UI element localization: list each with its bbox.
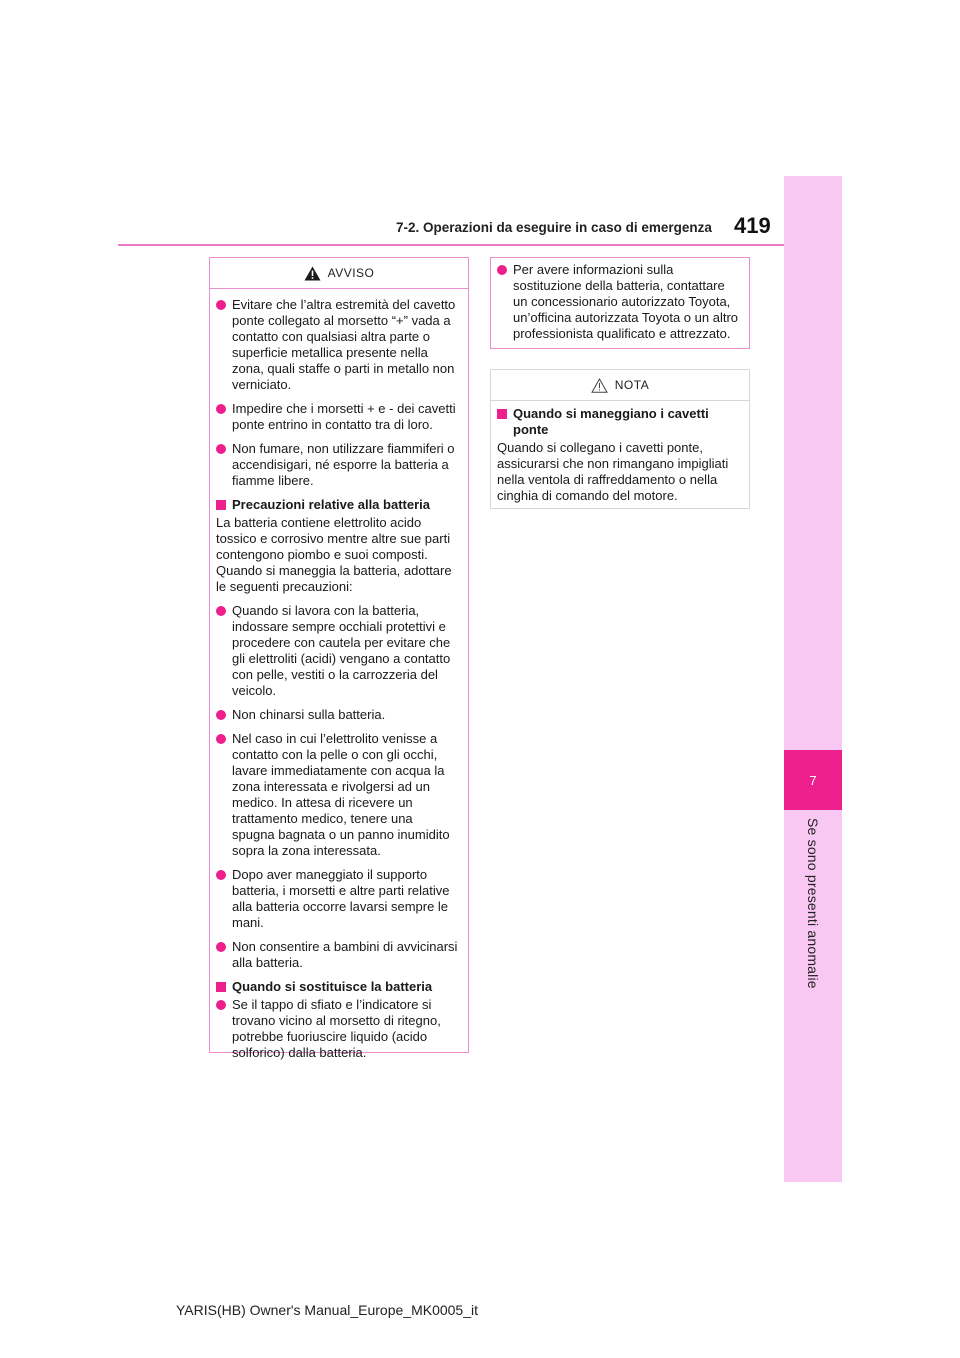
bullet-icon	[216, 300, 226, 310]
list-item: Non fumare, non utilizzare fiammiferi o accendisigari, né esporre la batteria a fiamme libere.	[216, 441, 458, 489]
list-item: Non chinarsi sulla batteria.	[216, 707, 458, 723]
notice-box	[490, 369, 750, 509]
bullet-icon	[216, 1000, 226, 1010]
chapter-title-vertical	[784, 818, 842, 998]
list-item: Impedire che i morsetti + e - dei cavetti ponte entrino in contatto tra di loro.	[216, 401, 458, 433]
subsection-heading: Precauzioni relative alla batteria	[216, 497, 458, 513]
manual-identifier: YARIS(HB) Owner's Manual_Europe_MK0005_it	[176, 1302, 478, 1318]
page-footer	[0, 1302, 960, 1318]
warning-continued-box	[490, 257, 750, 349]
list-item: Per avere informazioni sulla sostituzione della batteria, contattare un concessionario autorizzato Toyota, un’officina autorizzata Toyota o un altro professionista qualificato e attrezzato.	[497, 262, 739, 342]
bullet-icon	[216, 710, 226, 720]
warning-box-header	[210, 258, 468, 289]
subsection-heading: Quando si maneggiano i cavetti ponte	[497, 406, 739, 438]
subsection-heading: Quando si sostituisce la batteria	[216, 979, 458, 995]
page-number: 419	[734, 213, 771, 238]
header-divider	[118, 244, 784, 246]
bullet-icon	[216, 942, 226, 952]
list-item: Dopo aver maneggiato il supporto batteria, i morsetti e altre parti relative alla batteria occorre lavarsi sempre le mani.	[216, 867, 458, 931]
bullet-icon	[216, 404, 226, 414]
list-item: Evitare che l’altra estremità del cavetto ponte collegato al morsetto “+” vada a contatto con qualsiasi altra parte o superficie metallica presente nella zona, quali staffe o parti in metallo non verniciato.	[216, 297, 458, 393]
notice-box-header	[491, 370, 749, 401]
paragraph: La batteria contiene elettrolito acido tossico e corrosivo mentre altre sue parti contengono piombo e suoi composti. Quando si maneggia la batteria, adottare le seguenti precauzioni:	[216, 515, 452, 594]
list-item: Non consentire a bambini di avvicinarsi alla batteria.	[216, 939, 458, 971]
section-title: 7-2. Operazioni da eseguire in caso di emergenza	[396, 220, 712, 235]
bullet-icon	[216, 444, 226, 454]
square-bullet-icon	[216, 500, 226, 510]
chapter-number-badge	[784, 750, 842, 810]
bullet-icon	[216, 606, 226, 616]
notice-box-title: NOTA	[614, 378, 650, 392]
chapter-side-tab	[784, 176, 842, 1182]
warning-box-body	[210, 289, 468, 1077]
list-item: Se il tappo di sfiato e l’indicatore si trovano vicino al morsetto di ritegno, potrebbe fuoriuscire liquido (acido solforico) dalla batteria.	[216, 997, 458, 1061]
list-item: Quando si lavora con la batteria, indossare sempre occhiali protettivi e procedere con cautela per evitare che gli elettroliti (acidi) vengano a contatto con pelle, vestiti o la carrozzeria del veicolo.	[216, 603, 458, 699]
warning-box	[209, 257, 469, 1060]
notice-triangle-icon	[591, 378, 608, 393]
warning-triangle-icon	[304, 266, 321, 281]
notice-box-body	[491, 401, 749, 520]
list-item: Nel caso in cui l’elettrolito venisse a contatto con la pelle o con gli occhi, lavare immediatamente con acqua la zona interessata e rivolgersi ad un medico. In attesa di ricevere un trattamento medico, tenere una spugna bagnata o un panno inumidito sopra la zona interessata.	[216, 731, 458, 859]
square-bullet-icon	[497, 409, 507, 419]
bullet-icon	[497, 265, 507, 275]
warning-box-title: AVVISO	[327, 266, 375, 280]
paragraph: Quando si collegano i cavetti ponte, assicurarsi che non rimangano impigliati nella ventola di raffreddamento o nella cinghia di comando del motore.	[497, 440, 729, 503]
square-bullet-icon	[216, 982, 226, 992]
chapter-number: 7	[809, 772, 817, 788]
bullet-icon	[216, 734, 226, 744]
chapter-title: Se sono presenti anomalie	[805, 818, 821, 989]
bullet-icon	[216, 870, 226, 880]
